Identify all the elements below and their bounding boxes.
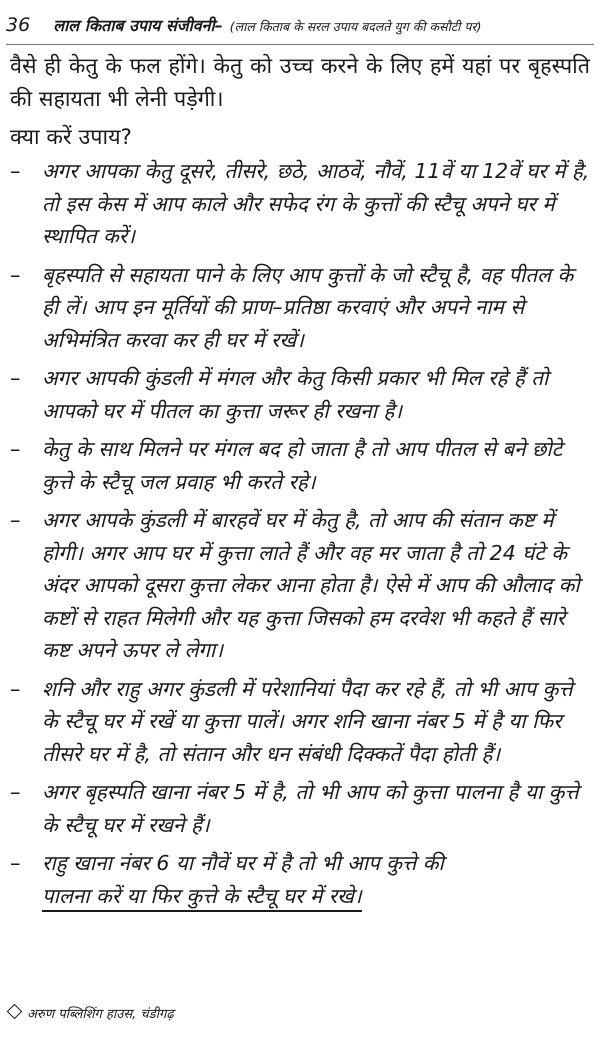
page-footer bbox=[6, 1004, 174, 1022]
remedy-text: अगर आपका केतु दूसरे, तीसरे, छठे, आठवें, नौवें, 11वें या 12वें घर में है, तो इस केस में आप काले और सफेद रंग के कुत्तों की स्टैचू अपने घर में स्थापित करें। bbox=[42, 159, 590, 248]
book-subtitle: (लाल किताब के सरल उपाय बदलते युग की कसौटी पर) bbox=[229, 19, 482, 34]
remedy-text: बृहस्पति से सहायता पाने के लिए आप कुत्तों के जो स्टैचू है, वह पीतल के ही लें। आप इन मूर्तियों की प्राण–प्रतिष्ठा करवाएं और अपने नाम से अभिमंत्रित करवा कर ही घर में रखें। bbox=[42, 262, 574, 352]
page-number: 36 bbox=[6, 14, 31, 36]
list-item bbox=[10, 433, 590, 498]
list-item bbox=[10, 504, 590, 667]
remedy-text: शनि और राहु अगर कुंडली में परेशानियां पैदा कर रहे हैं, तो भी आप कुत्ते के स्टैचू घर में रखें या कुत्ता पालें। अगर शनि खाना नंबर 5 में है या फिर तीसरे घर में है, तो संतान और धन संबंधी दिक्कतें पैदा होती हैं। bbox=[42, 676, 573, 766]
list-item bbox=[10, 259, 590, 357]
book-title: लाल किताब उपाय संजीवनी– bbox=[53, 16, 223, 35]
dash-bullet: – bbox=[10, 159, 21, 183]
list-item bbox=[10, 155, 590, 253]
header-rule bbox=[6, 44, 594, 45]
remedy-list bbox=[10, 155, 590, 912]
dash-bullet: – bbox=[10, 780, 21, 804]
list-item bbox=[10, 362, 590, 427]
dash-bullet: – bbox=[10, 366, 21, 390]
publisher-logo-icon bbox=[7, 1004, 23, 1020]
intro-paragraph: वैसे ही केतु के फल होंगे। केतु को उच्च करने के लिए हमें यहां पर बृहस्पति की सहायता भी लेनी पड़ेगी। bbox=[10, 54, 590, 112]
section-heading: क्या करें उपाय? bbox=[10, 125, 132, 150]
remedy-text-last bbox=[42, 847, 590, 912]
remedy-text: अगर आपकी कुंडली में मंगल और केतु किसी प्रकार भी मिल रहे हैं तो आपको घर में पीतल का कुत्ता जरूर ही रखना है। bbox=[42, 366, 549, 423]
dash-bullet: – bbox=[10, 262, 21, 287]
last-remedy-line-2: पालना करें या फिर कुत्ते के स्टैचू घर में रखे। bbox=[42, 882, 362, 912]
dash-bullet: – bbox=[10, 676, 21, 701]
list-item bbox=[10, 673, 590, 771]
page-header bbox=[6, 14, 594, 38]
page-body bbox=[10, 50, 590, 918]
dash-bullet: – bbox=[10, 851, 21, 875]
dash-bullet: – bbox=[10, 508, 21, 532]
dash-bullet: – bbox=[10, 437, 21, 461]
remedy-text: अगर बृहस्पति खाना नंबर 5 में है, तो भी आप को कुत्ता पालना है या कुत्ते के स्टैचू घर में रखने हैं। bbox=[42, 780, 579, 837]
list-item bbox=[10, 776, 590, 841]
remedy-text: अगर आपके कुंडली में बारहवें घर में केतु है, तो आप की संतान कष्ट में होगी। अगर आप घर में कुत्ता लाते हैं और वह मर जाता है तो 24 घंटे के अंदर आपको दूसरा कुत्ता लेकर आना होता है। ऐसे में आप की औलाद को कष्टों से राहत मिलेगी और यह कुत्ता जिसको हम दरवेश भी कहते हैं सारे कष्ट अपने ऊपर ले लेगा। bbox=[42, 508, 580, 662]
last-remedy-line-1: राहु खाना नंबर 6 या नौवें घर में है तो भी आप कुत्ते की bbox=[42, 851, 444, 875]
publisher-name: अरुण पब्लिशिंग हाउस, चंडीगढ़ bbox=[27, 1007, 174, 1022]
list-item bbox=[10, 847, 590, 912]
remedy-text: केतु के साथ मिलने पर मंगल बद हो जाता है तो आप पीतल से बने छोटे कुत्ते के स्टैचू जल प्रवाह भी करते रहे। bbox=[42, 437, 563, 494]
